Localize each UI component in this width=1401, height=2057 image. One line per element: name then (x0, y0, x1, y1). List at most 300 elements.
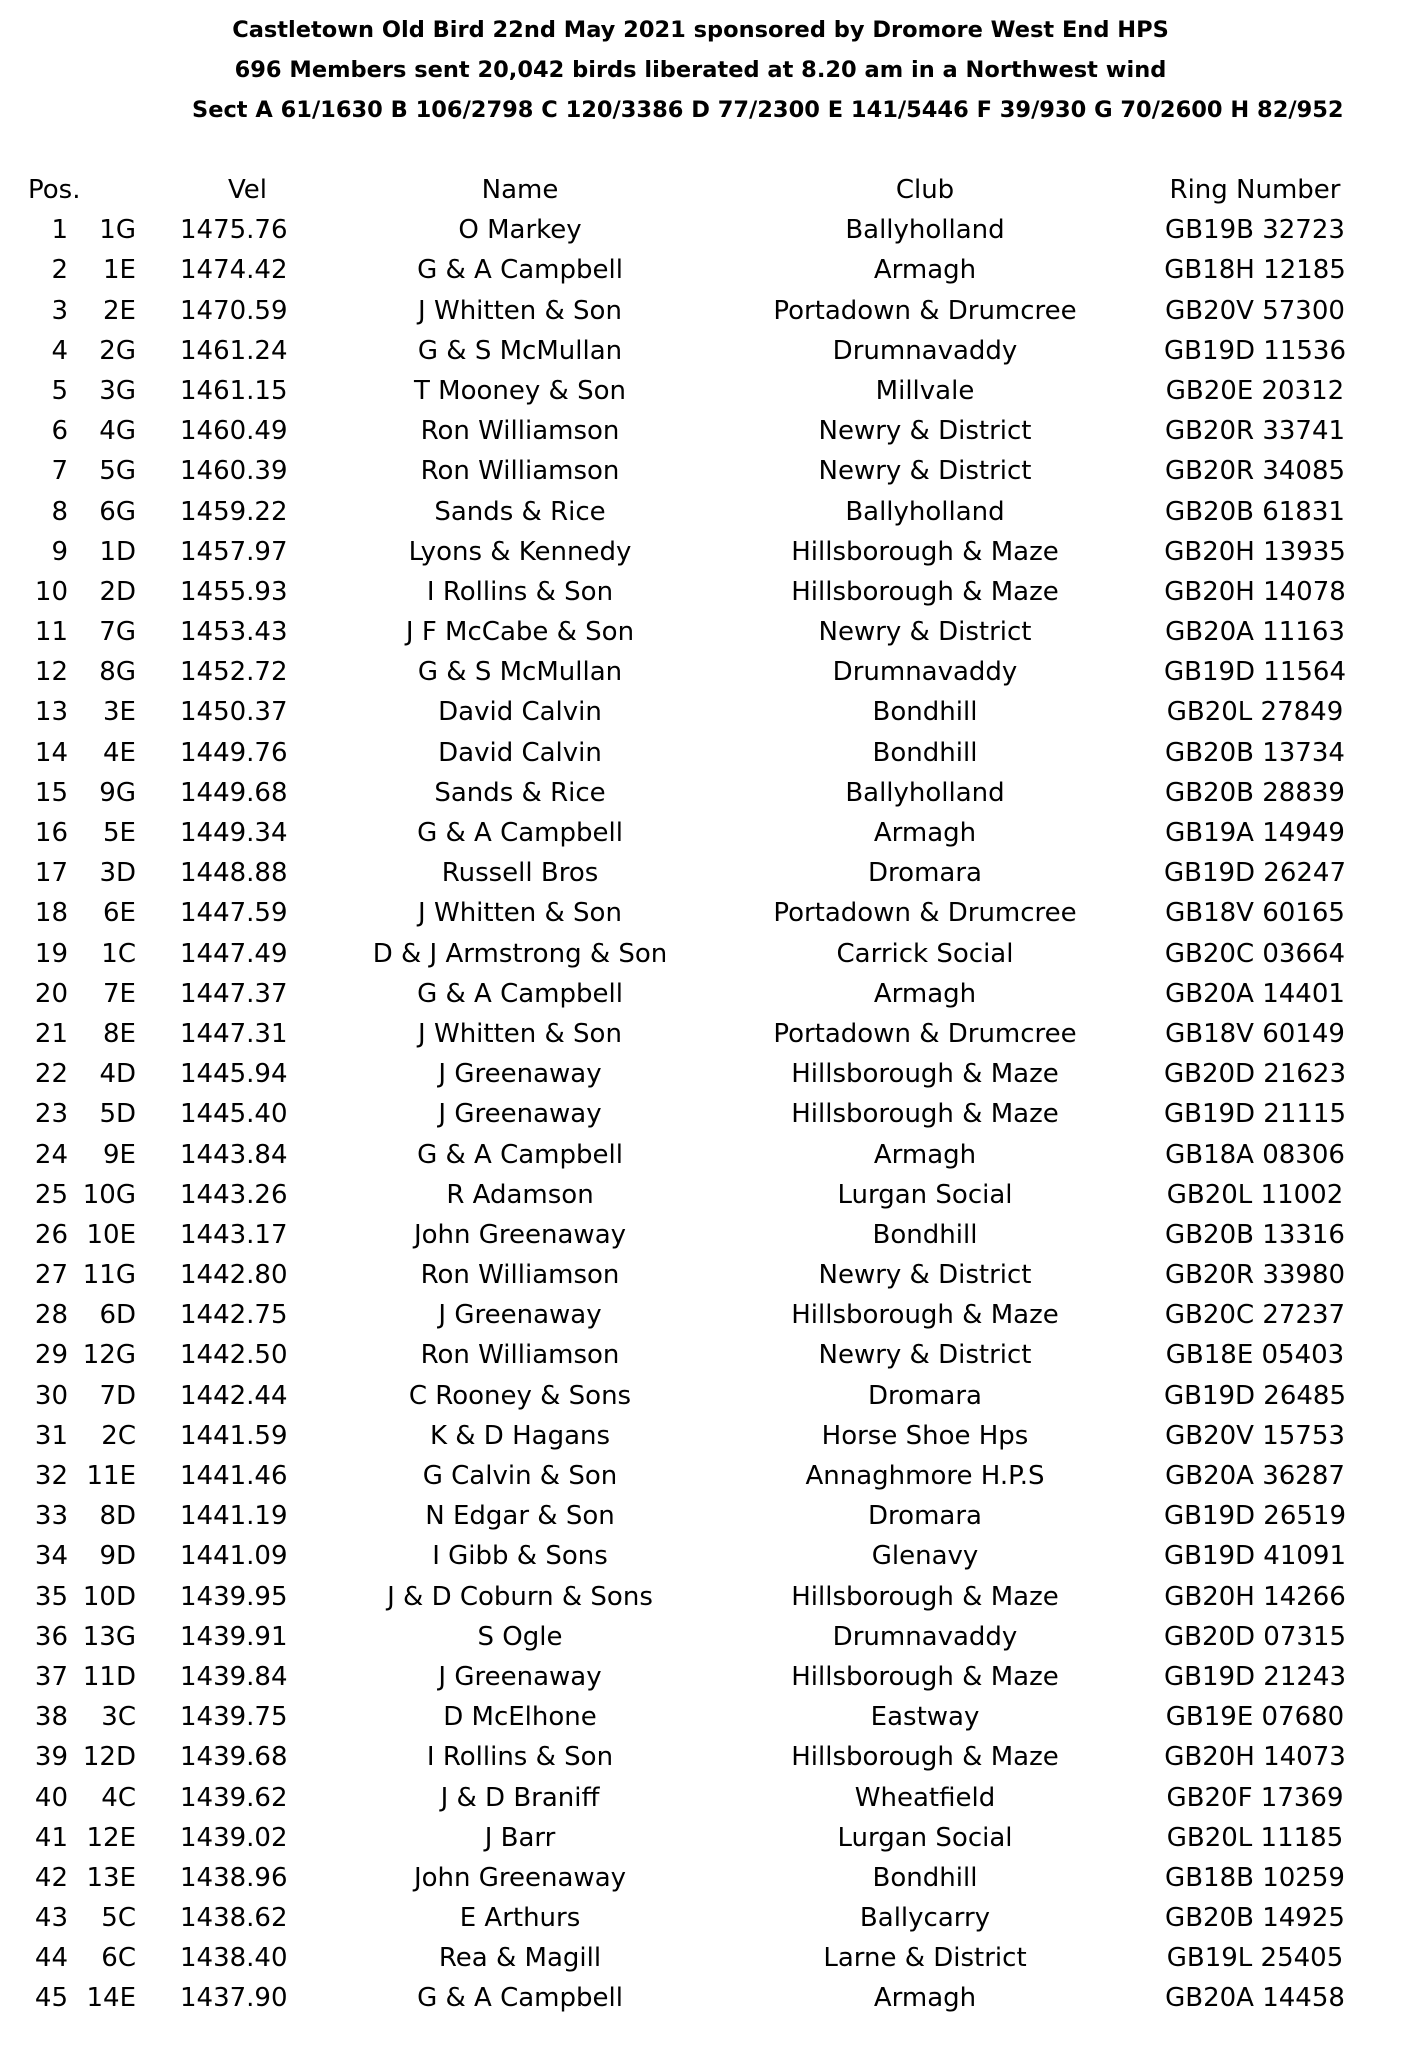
member-name-cell: K & D Hagans (429, 1420, 611, 1451)
position-cell: 35 (34, 1581, 68, 1612)
position-cell: 10 (34, 576, 68, 607)
position-cell: 20 (34, 978, 68, 1009)
member-name-cell: Ron Williamson (420, 416, 620, 447)
section-position-cell: 11D (82, 1661, 136, 1692)
velocity-cell: 1445.94 (180, 1059, 288, 1090)
section-entries: Sect A 61/1630 B 106/2798 C 120/3386 D 77/2300 E 141/5446 F 39/930 G 70/2600 H 82/952 (192, 97, 1344, 123)
section-position-cell: 1E (103, 255, 136, 286)
position-cell: 29 (34, 1340, 68, 1371)
table-row (0, 1215, 1401, 1255)
velocity-cell: 1442.50 (180, 1340, 288, 1371)
club-name-cell: Newry & District (818, 456, 1032, 487)
velocity-cell: 1460.49 (180, 416, 288, 447)
club-name-cell: Bondhill (872, 697, 978, 728)
section-position-cell: 3E (103, 697, 136, 728)
velocity-cell: 1443.17 (180, 1219, 288, 1250)
member-name-cell: S Ogle (477, 1621, 563, 1652)
section-position-cell: 11E (86, 1461, 136, 1491)
velocity-cell: 1437.90 (180, 1983, 288, 2014)
member-name-cell: E Arthurs (459, 1903, 581, 1934)
position-cell: 33 (34, 1501, 68, 1532)
velocity-cell: 1449.34 (180, 818, 288, 848)
velocity-cell: 1447.49 (180, 938, 288, 969)
velocity-cell: 1439.91 (180, 1621, 288, 1652)
race-summary: 696 Members sent 20,042 birds liberated at 8.20 am in a Northwest wind (234, 57, 1167, 83)
club-name-cell: Hillsborough & Maze (791, 1059, 1059, 1090)
ring-number-cell: GB20E 20312 (1165, 375, 1345, 406)
club-name-cell: Ballyholland (845, 777, 1005, 808)
velocity-cell: 1439.84 (180, 1661, 288, 1692)
club-name-cell: Hillsborough & Maze (791, 1742, 1059, 1773)
member-name-cell: J Whitten & Son (418, 1018, 622, 1049)
table-row (0, 1898, 1401, 1938)
table-row (0, 1255, 1401, 1295)
table-row (0, 652, 1401, 692)
club-name-cell: Annaghmore H.P.S (805, 1461, 1045, 1491)
club-name-cell: Armagh (873, 818, 977, 848)
column-header-club: Club (895, 175, 955, 205)
velocity-cell: 1438.62 (180, 1903, 288, 1934)
column-header-row (0, 170, 1401, 210)
member-name-cell: Lyons & Kennedy (408, 536, 632, 567)
member-name-cell: J Barr (484, 1822, 556, 1853)
velocity-cell: 1449.76 (180, 737, 288, 768)
section-position-cell: 12D (82, 1742, 136, 1773)
club-name-cell: Lurgan Social (837, 1822, 1013, 1853)
member-name-cell: G & A Campbell (417, 818, 623, 848)
velocity-cell: 1447.59 (180, 898, 288, 929)
club-name-cell: Hillsborough & Maze (791, 1300, 1059, 1331)
member-name-cell: J F McCabe & Son (405, 617, 635, 648)
section-position-cell: 4E (103, 737, 136, 768)
position-cell: 9 (51, 536, 68, 567)
ring-number-cell: GB19B 32723 (1165, 215, 1345, 246)
table-row (0, 692, 1401, 732)
section-position-cell: 12G (82, 1340, 136, 1371)
club-name-cell: Eastway (870, 1702, 980, 1733)
section-position-cell: 7D (99, 1380, 136, 1411)
member-name-cell: I Rollins & Son (426, 576, 614, 607)
ring-number-cell: GB18V 60165 (1165, 898, 1345, 929)
velocity-cell: 1439.02 (180, 1822, 288, 1853)
section-position-cell: 9G (99, 777, 136, 808)
ring-number-cell: GB20C 27237 (1164, 1300, 1346, 1331)
member-name-cell: D McElhone (443, 1702, 597, 1733)
table-row (0, 1536, 1401, 1576)
section-position-cell: 13G (82, 1621, 136, 1652)
table-row (0, 532, 1401, 572)
ring-number-cell: GB19D 26519 (1163, 1501, 1347, 1532)
ring-number-cell: GB19D 26247 (1163, 858, 1347, 889)
ring-number-cell: GB19D 21243 (1163, 1661, 1347, 1692)
position-cell: 27 (34, 1260, 68, 1291)
velocity-cell: 1474.42 (180, 255, 288, 286)
member-name-cell: David Calvin (438, 737, 602, 768)
position-cell: 3 (51, 295, 68, 326)
table-row (0, 1737, 1401, 1777)
table-row (0, 411, 1401, 451)
club-name-cell: Newry & District (818, 1340, 1032, 1371)
section-position-cell: 9D (99, 1541, 136, 1572)
position-cell: 15 (34, 777, 68, 808)
velocity-cell: 1439.62 (180, 1782, 288, 1813)
ring-number-cell: GB20D 21623 (1163, 1059, 1347, 1090)
velocity-cell: 1443.84 (180, 1139, 288, 1170)
ring-number-cell: GB20C 03664 (1164, 938, 1346, 969)
section-position-cell: 8G (99, 657, 136, 688)
section-position-cell: 1G (99, 215, 136, 246)
table-row (0, 1858, 1401, 1898)
position-cell: 31 (34, 1420, 68, 1451)
member-name-cell: G & A Campbell (417, 1139, 623, 1170)
table-row (0, 893, 1401, 933)
table-row (0, 813, 1401, 853)
member-name-cell: J Whitten & Son (418, 898, 622, 929)
table-row (0, 934, 1401, 974)
member-name-cell: T Mooney & Son (414, 375, 626, 406)
velocity-cell: 1455.93 (180, 576, 288, 607)
table-row (0, 250, 1401, 290)
position-cell: 16 (34, 818, 68, 848)
velocity-cell: 1439.95 (180, 1581, 288, 1612)
ring-number-cell: GB20L 11185 (1166, 1822, 1344, 1853)
section-position-cell: 6C (101, 1943, 136, 1974)
results-table (0, 170, 1401, 2019)
club-name-cell: Bondhill (872, 737, 978, 768)
velocity-cell: 1461.24 (180, 335, 288, 366)
table-row (0, 1617, 1401, 1657)
position-cell: 28 (34, 1300, 68, 1331)
member-name-cell: O Markey (458, 215, 582, 246)
position-cell: 11 (34, 617, 68, 648)
table-row (0, 733, 1401, 773)
velocity-cell: 1438.40 (180, 1943, 288, 1974)
position-cell: 38 (34, 1702, 68, 1733)
ring-number-cell: GB20D 07315 (1163, 1621, 1347, 1652)
ring-number-cell: GB20L 27849 (1166, 697, 1344, 728)
ring-number-cell: GB20H 14073 (1164, 1742, 1346, 1773)
position-cell: 7 (51, 456, 68, 487)
ring-number-cell: GB19D 41091 (1163, 1541, 1347, 1572)
velocity-cell: 1441.09 (180, 1541, 288, 1572)
position-cell: 23 (34, 1099, 68, 1130)
column-header-name: Name (481, 175, 559, 205)
club-name-cell: Newry & District (818, 617, 1032, 648)
table-row (0, 331, 1401, 371)
table-row (0, 1175, 1401, 1215)
member-name-cell: J & D Coburn & Sons (387, 1581, 653, 1612)
ring-number-cell: GB20R 33741 (1164, 416, 1346, 447)
table-row (0, 1335, 1401, 1375)
ring-number-cell: GB20A 11163 (1165, 617, 1345, 648)
club-name-cell: Ballycarry (859, 1903, 991, 1934)
section-position-cell: 1D (99, 536, 136, 567)
velocity-cell: 1460.39 (180, 456, 288, 487)
member-name-cell: John Greenaway (413, 1219, 627, 1250)
club-name-cell: Drumnavaddy (832, 657, 1018, 688)
ring-number-cell: GB18A 08306 (1165, 1139, 1345, 1170)
velocity-cell: 1442.80 (180, 1260, 288, 1291)
velocity-cell: 1441.19 (180, 1501, 288, 1532)
position-cell: 19 (34, 938, 68, 969)
velocity-cell: 1459.22 (180, 496, 288, 527)
section-position-cell: 5C (101, 1903, 136, 1934)
member-name-cell: J Greenaway (438, 1661, 602, 1692)
section-position-cell: 6E (103, 898, 136, 929)
club-name-cell: Glenavy (871, 1541, 979, 1572)
ring-number-cell: GB19D 26485 (1163, 1380, 1347, 1411)
member-name-cell: Ron Williamson (420, 1260, 620, 1291)
ring-number-cell: GB19D 11564 (1163, 657, 1347, 688)
club-name-cell: Hillsborough & Maze (791, 1581, 1059, 1612)
table-row (0, 1818, 1401, 1858)
velocity-cell: 1470.59 (180, 295, 288, 326)
member-name-cell: I Rollins & Son (426, 1742, 614, 1773)
velocity-cell: 1475.76 (180, 215, 288, 246)
club-name-cell: Armagh (873, 1139, 977, 1170)
member-name-cell: Ron Williamson (420, 456, 620, 487)
table-row (0, 291, 1401, 331)
member-name-cell: G & S McMullan (417, 657, 623, 688)
column-header-vel: Vel (228, 175, 267, 205)
club-name-cell: Wheatfield (854, 1782, 996, 1813)
velocity-cell: 1442.75 (180, 1300, 288, 1331)
position-cell: 18 (34, 898, 68, 929)
member-name-cell: G & A Campbell (417, 978, 623, 1009)
section-position-cell: 7G (99, 617, 136, 648)
ring-number-cell: GB20B 13734 (1165, 737, 1345, 768)
velocity-cell: 1441.46 (180, 1461, 288, 1491)
table-row (0, 1938, 1401, 1978)
member-name-cell: I Gibb & Sons (432, 1541, 608, 1572)
section-position-cell: 2G (99, 335, 136, 366)
table-row (0, 612, 1401, 652)
table-row (0, 974, 1401, 1014)
position-cell: 36 (34, 1621, 68, 1652)
member-name-cell: J Greenaway (438, 1300, 602, 1331)
position-cell: 13 (34, 697, 68, 728)
club-name-cell: Newry & District (818, 1260, 1032, 1291)
table-row (0, 1697, 1401, 1737)
ring-number-cell: GB20B 14925 (1165, 1903, 1345, 1934)
section-position-cell: 10G (82, 1179, 136, 1210)
table-row (0, 210, 1401, 250)
section-position-cell: 2C (101, 1420, 136, 1451)
position-cell: 40 (34, 1782, 68, 1813)
position-cell: 17 (34, 858, 68, 889)
club-name-cell: Drumnavaddy (832, 1621, 1018, 1652)
ring-number-cell: GB20V 15753 (1165, 1420, 1345, 1451)
ring-number-cell: GB20B 28839 (1165, 777, 1345, 808)
ring-number-cell: GB20F 17369 (1166, 1782, 1344, 1813)
table-row (0, 1778, 1401, 1818)
position-cell: 4 (51, 335, 68, 366)
member-name-cell: G & A Campbell (417, 255, 623, 286)
member-name-cell: G & A Campbell (417, 1983, 623, 2014)
member-name-cell: G & S McMullan (417, 335, 623, 366)
table-row (0, 1456, 1401, 1496)
velocity-cell: 1442.44 (180, 1380, 288, 1411)
velocity-cell: 1441.59 (180, 1420, 288, 1451)
club-name-cell: Armagh (873, 1983, 977, 2014)
position-cell: 43 (34, 1903, 68, 1934)
section-position-cell: 11G (82, 1260, 136, 1291)
section-position-cell: 3G (99, 375, 136, 406)
table-row (0, 1577, 1401, 1617)
position-cell: 2 (51, 255, 68, 286)
position-cell: 24 (34, 1139, 68, 1170)
velocity-cell: 1461.15 (180, 375, 288, 406)
ring-number-cell: GB18V 60149 (1165, 1018, 1345, 1049)
section-position-cell: 4D (99, 1059, 136, 1090)
club-name-cell: Lurgan Social (837, 1179, 1013, 1210)
club-name-cell: Hillsborough & Maze (791, 1099, 1059, 1130)
section-position-cell: 13E (86, 1862, 136, 1893)
club-name-cell: Portadown & Drumcree (773, 898, 1077, 929)
velocity-cell: 1438.96 (180, 1862, 288, 1893)
ring-number-cell: GB20A 14401 (1165, 978, 1345, 1009)
position-cell: 37 (34, 1661, 68, 1692)
club-name-cell: Dromara (868, 1501, 982, 1532)
section-position-cell: 2E (103, 295, 136, 326)
club-name-cell: Ballyholland (845, 215, 1005, 246)
ring-number-cell: GB18H 12185 (1164, 255, 1346, 286)
member-name-cell: D & J Armstrong & Son (372, 938, 668, 969)
velocity-cell: 1449.68 (180, 777, 288, 808)
club-name-cell: Hillsborough & Maze (791, 576, 1059, 607)
club-name-cell: Drumnavaddy (832, 335, 1018, 366)
member-name-cell: J Greenaway (438, 1059, 602, 1090)
club-name-cell: Armagh (873, 255, 977, 286)
velocity-cell: 1447.37 (180, 978, 288, 1009)
velocity-cell: 1447.31 (180, 1018, 288, 1049)
velocity-cell: 1453.43 (180, 617, 288, 648)
position-cell: 44 (34, 1943, 68, 1974)
table-row (0, 1295, 1401, 1335)
member-name-cell: R Adamson (446, 1179, 594, 1210)
table-row (0, 1657, 1401, 1697)
table-row (0, 773, 1401, 813)
member-name-cell: John Greenaway (413, 1862, 627, 1893)
ring-number-cell: GB20A 36287 (1165, 1461, 1345, 1491)
section-position-cell: 6G (99, 496, 136, 527)
ring-number-cell: GB18E 05403 (1165, 1340, 1345, 1371)
section-position-cell: 14E (86, 1983, 136, 2014)
position-cell: 42 (34, 1862, 68, 1893)
club-name-cell: Carrick Social (836, 938, 1014, 969)
ring-number-cell: GB19A 14949 (1165, 818, 1345, 848)
table-row (0, 1376, 1401, 1416)
position-cell: 34 (34, 1541, 68, 1572)
column-header-pos: Pos. (28, 175, 81, 205)
race-title: Castletown Old Bird 22nd May 2021 sponsored by Dromore West End HPS (232, 17, 1169, 43)
position-cell: 1 (51, 215, 68, 246)
velocity-cell: 1452.72 (180, 657, 288, 688)
ring-number-cell: GB20H 14078 (1164, 576, 1346, 607)
table-row (0, 572, 1401, 612)
position-cell: 26 (34, 1219, 68, 1250)
position-cell: 22 (34, 1059, 68, 1090)
section-position-cell: 12E (86, 1822, 136, 1853)
section-position-cell: 2D (99, 576, 136, 607)
member-name-cell: J Whitten & Son (418, 295, 622, 326)
position-cell: 21 (34, 1018, 68, 1049)
ring-number-cell: GB18B 10259 (1165, 1862, 1345, 1893)
ring-number-cell: GB20V 57300 (1165, 295, 1345, 326)
ring-number-cell: GB19D 21115 (1163, 1099, 1347, 1130)
club-name-cell: Portadown & Drumcree (773, 295, 1077, 326)
table-row (0, 1054, 1401, 1094)
section-position-cell: 3D (99, 858, 136, 889)
table-row (0, 1978, 1401, 2018)
ring-number-cell: GB20B 13316 (1165, 1219, 1345, 1250)
club-name-cell: Armagh (873, 978, 977, 1009)
ring-number-cell: GB19E 07680 (1165, 1702, 1345, 1733)
section-position-cell: 8D (99, 1501, 136, 1532)
table-row (0, 1094, 1401, 1134)
position-cell: 32 (34, 1461, 68, 1491)
ring-number-cell: GB20B 61831 (1165, 496, 1345, 527)
velocity-cell: 1443.26 (180, 1179, 288, 1210)
position-cell: 45 (34, 1983, 68, 2014)
club-name-cell: Newry & District (818, 416, 1032, 447)
ring-number-cell: GB19L 25405 (1166, 1943, 1344, 1974)
member-name-cell: Rea & Magill (438, 1943, 602, 1974)
member-name-cell: Russell Bros (441, 858, 599, 889)
position-cell: 14 (34, 737, 68, 768)
position-cell: 39 (34, 1742, 68, 1773)
ring-number-cell: GB20H 14266 (1164, 1581, 1346, 1612)
club-name-cell: Bondhill (872, 1219, 978, 1250)
position-cell: 6 (51, 416, 68, 447)
section-position-cell: 6D (99, 1300, 136, 1331)
club-name-cell: Bondhill (872, 1862, 978, 1893)
member-name-cell: Sands & Rice (434, 496, 606, 527)
velocity-cell: 1457.97 (180, 536, 288, 567)
position-cell: 41 (34, 1822, 68, 1853)
club-name-cell: Portadown & Drumcree (773, 1018, 1077, 1049)
section-position-cell: 10E (86, 1219, 136, 1250)
velocity-cell: 1448.88 (180, 858, 288, 889)
column-header-ring: Ring Number (1169, 175, 1341, 205)
member-name-cell: Ron Williamson (420, 1340, 620, 1371)
member-name-cell: J Greenaway (438, 1099, 602, 1130)
table-row (0, 1496, 1401, 1536)
section-position-cell: 5G (99, 456, 136, 487)
ring-number-cell: GB20R 34085 (1164, 456, 1346, 487)
member-name-cell: J & D Braniff (440, 1782, 600, 1813)
club-name-cell: Dromara (868, 858, 982, 889)
section-position-cell: 5D (99, 1099, 136, 1130)
club-name-cell: Ballyholland (845, 496, 1005, 527)
club-name-cell: Dromara (868, 1380, 982, 1411)
velocity-cell: 1450.37 (180, 697, 288, 728)
ring-number-cell: GB20R 33980 (1164, 1260, 1346, 1291)
table-row (0, 451, 1401, 491)
member-name-cell: C Rooney & Sons (408, 1380, 632, 1411)
ring-number-cell: GB20H 13935 (1164, 536, 1346, 567)
velocity-cell: 1439.75 (180, 1702, 288, 1733)
position-cell: 8 (51, 496, 68, 527)
section-position-cell: 3C (101, 1702, 136, 1733)
section-position-cell: 7E (103, 978, 136, 1009)
section-position-cell: 1C (101, 938, 136, 969)
section-position-cell: 5E (103, 818, 136, 848)
position-cell: 30 (34, 1380, 68, 1411)
club-name-cell: Larne & District (823, 1943, 1027, 1974)
ring-number-cell: GB19D 11536 (1163, 335, 1347, 366)
member-name-cell: David Calvin (438, 697, 602, 728)
